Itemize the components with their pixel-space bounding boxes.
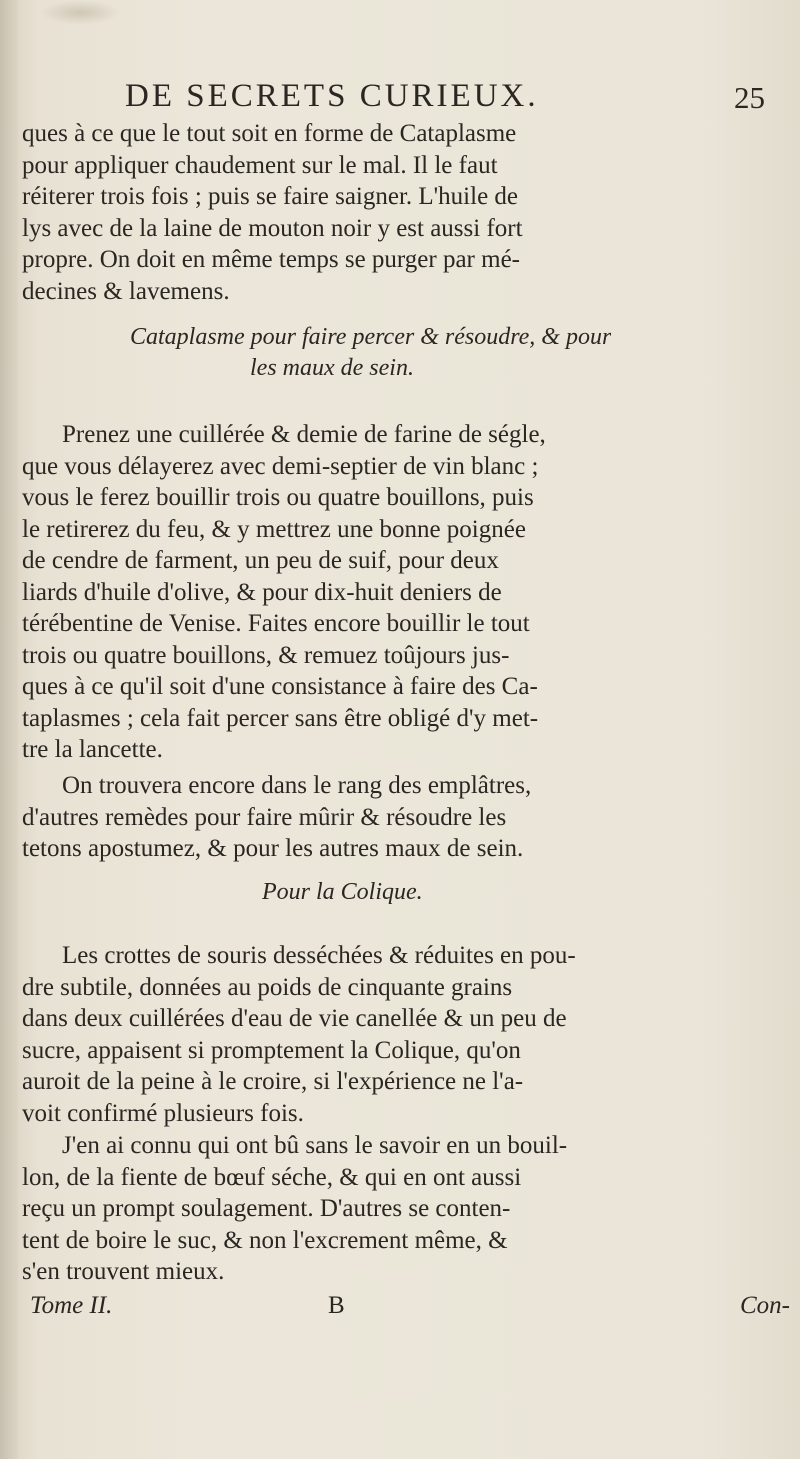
text-line: On trouvera encore dans le rang des emplâtres, <box>62 772 532 799</box>
text-line: voit confirmé plusieurs fois. <box>22 1099 304 1127</box>
text-line: lon, de la fiente de bœuf séche, & qui en ont aussi <box>22 1163 522 1191</box>
text-line: d'autres remèdes pour faire mûrir & résoudre les <box>22 803 507 831</box>
catchword: Con- <box>740 1292 790 1319</box>
text-line: liards d'huile d'olive, & pour dix-huit deniers de <box>22 578 502 606</box>
text-line: le retirerez du feu, & y mettrez une bonne poignée <box>22 515 526 543</box>
text-line: vous le ferez bouillir trois ou quatre bouillons, puis <box>22 484 534 511</box>
text-line: que vous délayerez avec demi-septier de vin blanc ; <box>22 452 539 480</box>
text-line: decines & lavemens. <box>22 277 230 305</box>
running-head <box>125 78 765 122</box>
section-heading-colique <box>262 877 423 908</box>
text-line: Prenez une cuillérée & demie de farine de ségle, <box>62 421 546 448</box>
text-line: J'en ai connu qui ont bû sans le savoir en un bouil- <box>62 1132 568 1159</box>
signature-mark: B <box>328 1292 345 1319</box>
page-footer <box>30 1292 790 1332</box>
text-line: tre la lancette. <box>22 736 163 763</box>
paragraph-emplatres <box>22 770 794 865</box>
text-line: de cendre de farment, un peu de suif, pour deux <box>22 547 499 574</box>
heading-line: les maux de sein. <box>250 355 414 381</box>
text-line: propre. On doit en même temps se purger par mé- <box>22 246 520 273</box>
text-line: ques à ce qu'il soit d'une consistance à faire des Ca- <box>22 673 538 700</box>
paragraph-colique <box>22 940 794 1129</box>
text-line: ques à ce que le tout soit en forme de Cataplasme <box>22 120 517 147</box>
text-line: lys avec de la laine de mouton noir y est aussi fort <box>22 214 523 242</box>
heading-line: Cataplasme pour faire percer & résoudre, & pour <box>130 324 612 350</box>
text-line: dans deux cuillérées d'eau de vie canellée & un peu de <box>22 1005 567 1032</box>
text-line: térébentine de Venise. Faites encore bouillir le tout <box>22 610 530 637</box>
text-line: réiterer trois fois ; puis se faire saigner. L'huile de <box>22 183 519 210</box>
text-line: tent de boire le suc, & non l'excrement même, & <box>22 1226 508 1254</box>
paragraph-cataplasme <box>22 419 794 766</box>
text-line: s'en trouvent mieux. <box>22 1258 225 1285</box>
text-line: sucre, appaisent si promptement la Colique, qu'on <box>22 1036 521 1064</box>
page-number: 25 <box>734 80 765 115</box>
text-line: dre subtile, données au poids de cinquante grains <box>22 973 513 1001</box>
text-line: trois ou quatre bouillons, & remuez toûjours jus- <box>22 641 510 669</box>
paragraph-bouillon <box>22 1130 794 1288</box>
paper-stain <box>40 0 120 25</box>
text-line: tetons apostumez, & pour les autres maux de sein. <box>22 835 524 862</box>
section-heading-cataplasme <box>130 322 611 384</box>
heading-line: Pour la Colique. <box>262 879 423 905</box>
text-line: taplasmes ; cela fait percer sans être obligé d'y met- <box>22 704 539 732</box>
running-head-title: DE SECRETS CURIEUX. <box>125 78 539 114</box>
text-line: auroit de la peine à le croire, si l'expérience ne l'a- <box>22 1068 524 1095</box>
text-line: pour appliquer chaudement sur le mal. Il le faut <box>22 151 498 179</box>
page-gutter <box>0 0 18 1459</box>
volume-label: Tome II. <box>30 1292 113 1319</box>
paragraph-continuation <box>22 118 794 307</box>
text-line: reçu un prompt soulagement. D'autres se conten- <box>22 1195 511 1222</box>
text-line: Les crottes de souris desséchées & réduites en pou- <box>62 942 576 969</box>
